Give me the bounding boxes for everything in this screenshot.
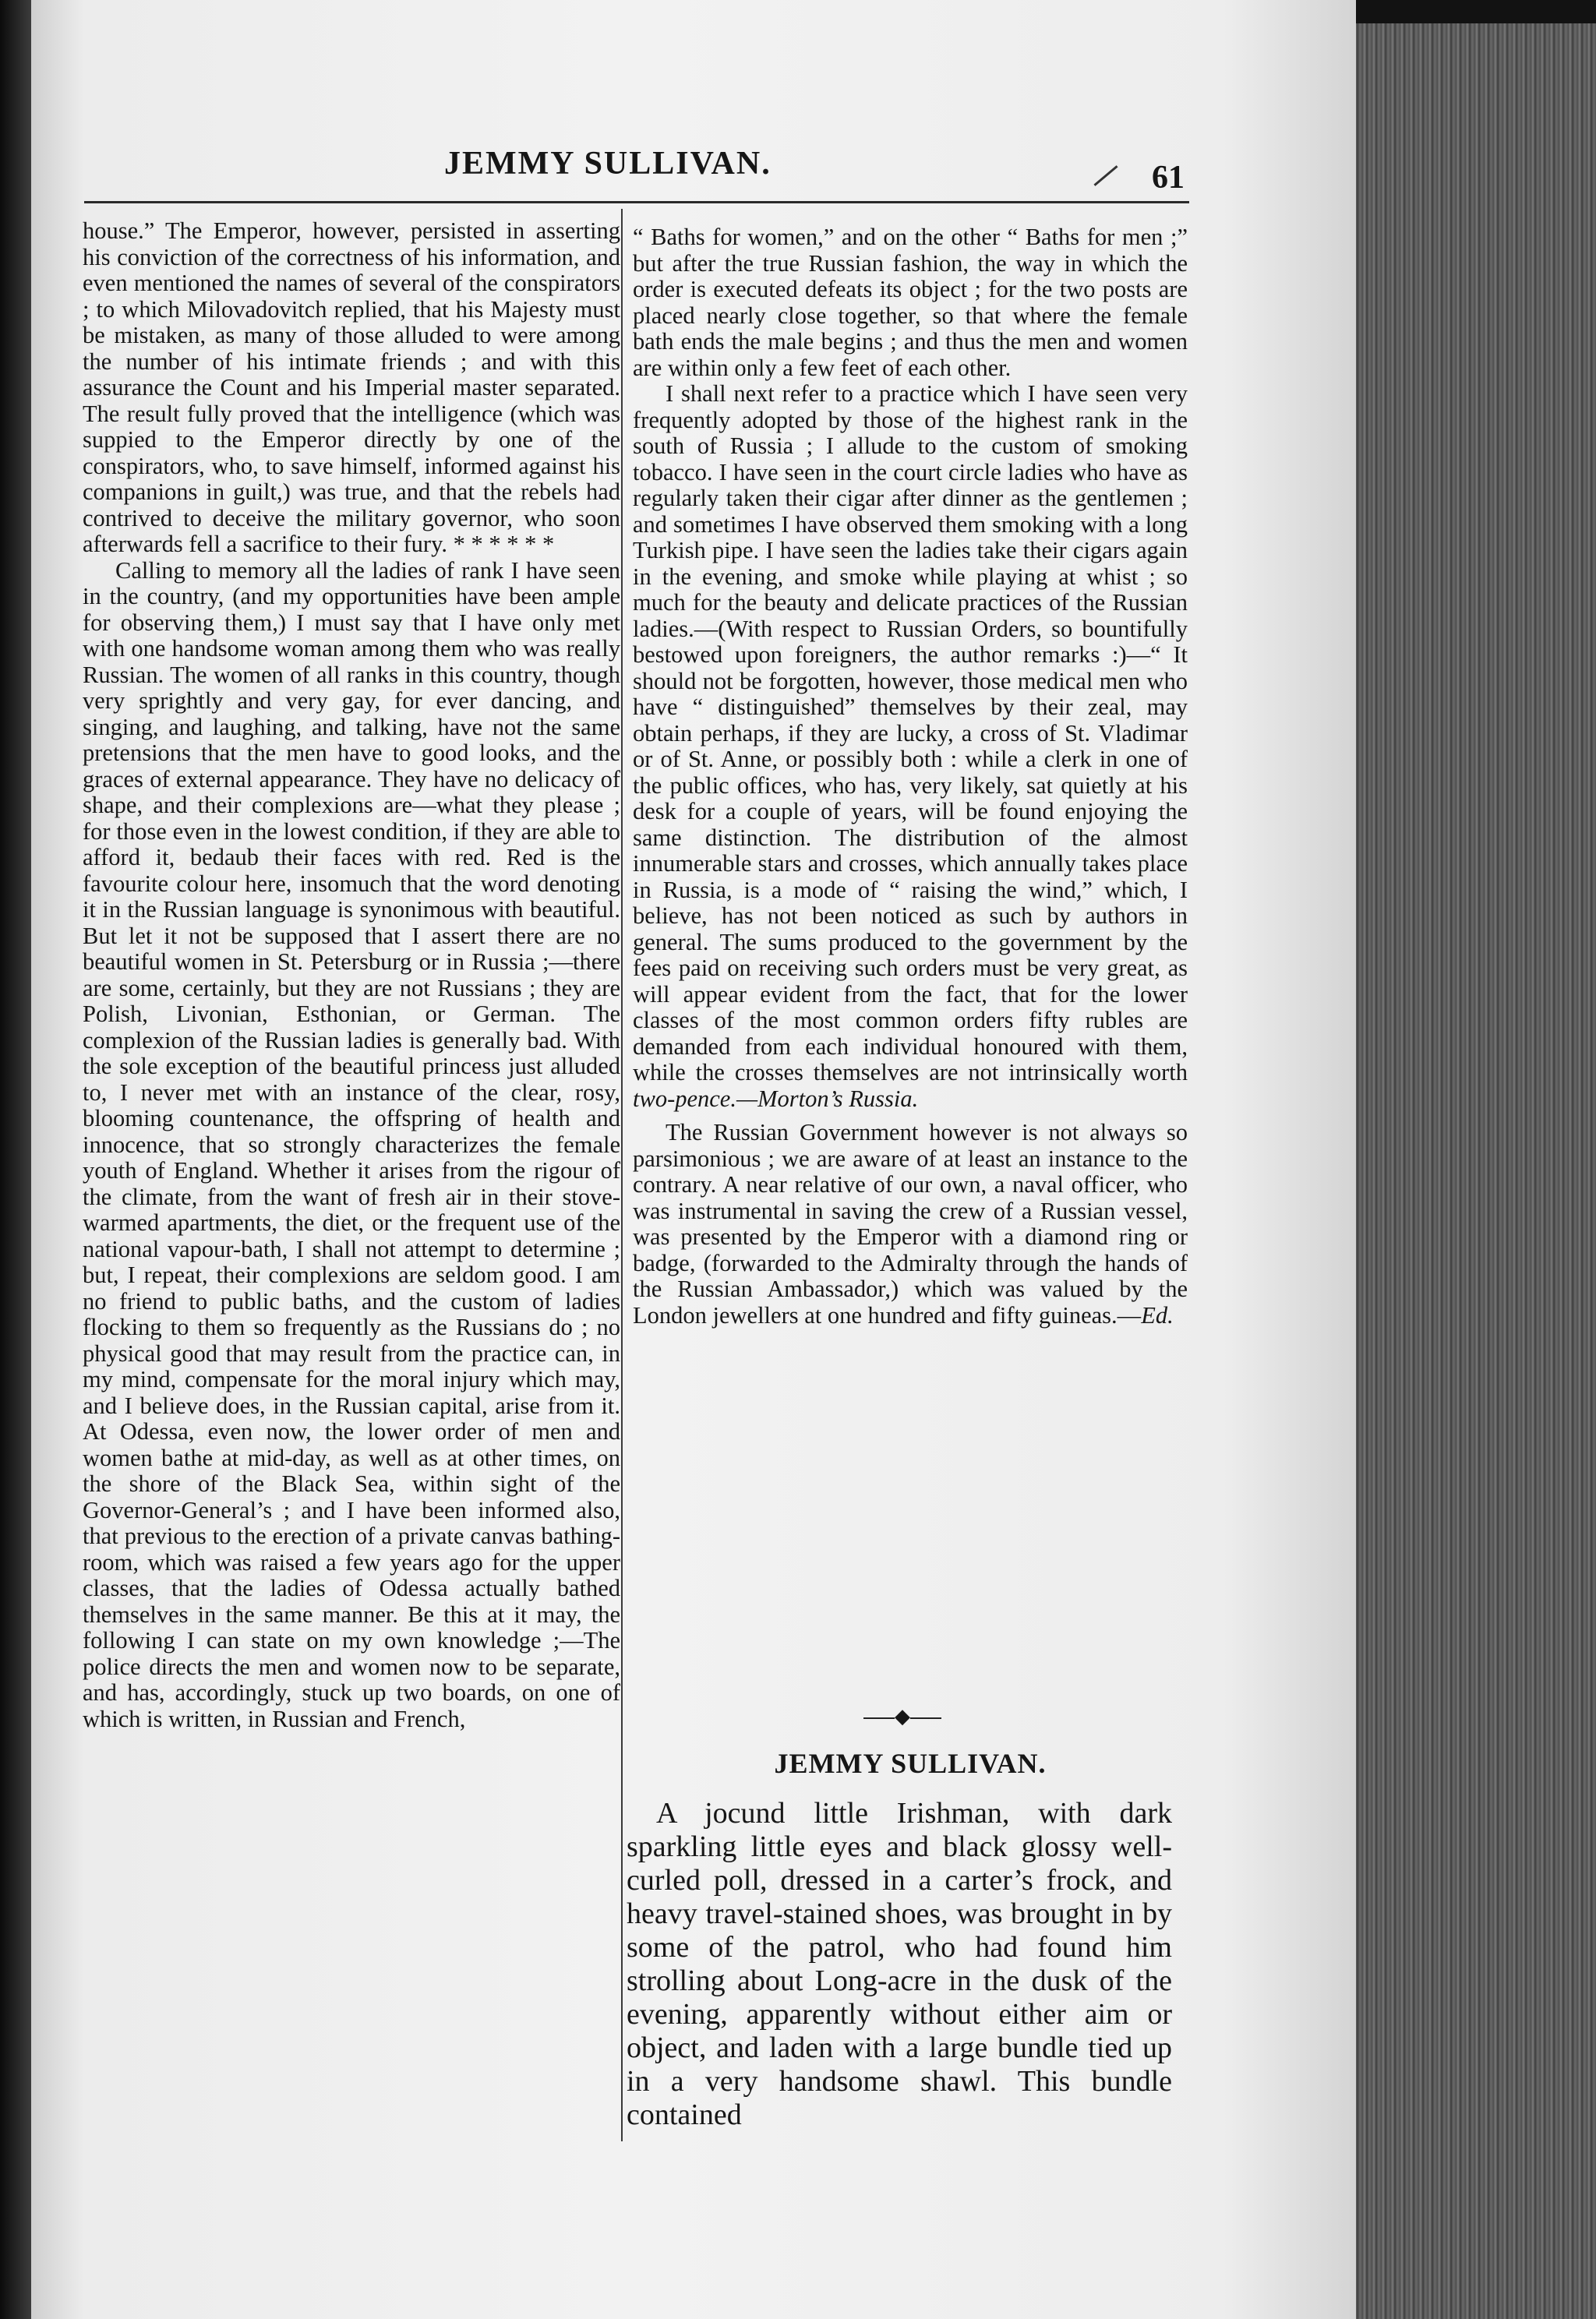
- right-paragraph-2-text: I shall next refer to a practice which I have seen very frequently adopted by those of the highest rank in the south of Russia ; I allude to the custom of smoking tobacco. I have seen in the court circle ladies who have as regularly taken their cigar after dinner as the gentlemen ; and sometimes I have observed them smoking with a long Turkish pipe. I have seen the ladies take their cigars again in the evening, and smoke while playing at whist ; so much for the beauty and delicate practices of the Russian ladies.—(With respect to Russian Orders, so bountifully bestowed upon foreigners, the author remarks :)—“ It should not be forgotten, however, those medical men who have “ distinguished” themselves by their zeal, may obtain perhaps, if they are lucky, a cross of St. Vladimar or of St. Anne, or possibly both : while a clerk in one of the public offices, who has, very likely, sat quietly at his desk for a couple of years, will be found enjoying the same distinction. The distribution of the almost innumerable stars and crosses, which annually takes place in Russia, is a mode of “ raising the wind,” which, I believe, has not been noticed as such by authors in general. The sums produced to the government by the fees paid on receiving such orders must be very great, as will appear evident from the fact, that for the lower classes of the most common orders fifty rubles are demanded from each individual honoured with them, while the crosses themselves are not intrinsically worth: [633, 380, 1188, 1085]
- right-paragraph-2: [633, 381, 1188, 1112]
- ornament-line-left: [863, 1717, 895, 1719]
- left-paragraph-2: Calling to memory all the ladies of rank I have seen in the country, (and my opportunities have been ample for observing them,) I must say that I have only met with one handsome woman among them who was really Russian. The women of all ranks in this country, though very sprightly and very gay, for ever dancing, and singing, and laughing, and talking, have not the same pretensions that the men have to good looks, and the graces of external appearance. They have no delicacy of shape, and their complexions are—what they please ; for those even in the lowest condition, if they are able to afford it, bedaub their faces with red. Red is the favourite colour here, insomuch that the word denoting it in the Russian language is synonimous with beautiful. But let it not be supposed that I assert there are no beautiful women in St. Petersburg or in Russia ;—there are some, certainly, but they are not Russians ; they are Polish, Livonian, Esthonian, or German. The complexion of the Russian ladies is generally bad. With the sole exception of the beautiful princess just alluded to, I never met with an instance of the clear, rosy, blooming countenance, the offspring of health and innocence, that so strongly characterizes the female youth of England. Whether it arises from the rigour of the climate, from the want of fresh air in their stove-warmed apartments, the diet, or the frequent use of the national vapour-bath, I shall not attempt to determine ; but, I repeat, their complexions are seldom good. I am no friend to public baths, and the custom of ladies flocking to them so frequently as the Russians do ; no physical good that may result from the practice can, in my mind, compensate for the moral injury which may, and I believe does, in the Russian capital, arise from it. At Odessa, even now, the lower order of men and women bathe at mid-day, as well as at other times, on the shore of the Black Sea, within sight of the Governor-General’s ; and I have been informed also, that previous to the erection of a private canvas bathing-room, which was raised a few years ago for the upper classes, that the ladies of Odessa actually bathed themselves in the same manner. Be this at it may, the following I can state on my own knowledge ;—The police directs the men and women now to be separate, and has, accordingly, stuck up two boards, on one of which is written, in Russian and French,: [83, 556, 620, 1732]
- book-spine-shadow: [0, 0, 31, 2319]
- header-rule: [84, 201, 1189, 203]
- right-paragraph-1: “ Baths for women,” and on the other “ Baths for men ;” but after the true Russian fashion, the way in which the order is executed defeats its object ; for the two posts are placed nearly close together, so that where the female bath ends the male begins ; and thus the men and women are within only a few feet of each other.: [633, 224, 1188, 381]
- right-column: [633, 224, 1188, 1329]
- story-opening-paragraph: A jocund little Irishman, with dark sparkling little eyes and black glossy well-curled poll, dressed in a carter’s frock, and heavy travel-stained shoes, was brought in by some of the patrol, who had found him strolling about Long-acre in the dusk of the evening, apparently without either aim or object, and laden with a large bundle tied up in a very handsome shawl. This bundle contained: [627, 1797, 1172, 2131]
- page-edge-stack: [1353, 23, 1596, 2319]
- left-column: [83, 218, 620, 1732]
- story-title: JEMMY SULLIVAN.: [774, 1748, 1047, 1779]
- source-citation: two-pence.—Morton’s Russia.: [633, 1085, 919, 1112]
- ornament-line-right: [910, 1717, 941, 1719]
- left-paragraph-1: house.” The Emperor, however, persisted in asserting his conviction of the correctness of his information, and even mentioned the names of several of the conspirators ; to which Milovadovitch replied, that his Majesty must be mistaken, as many of those alluded to were among the number of his intimate friends ; and with this assurance the Count and his Imperial master separated. The result fully proved that the intelligence (which was suppied to the Emperor directly by one of the conspirators, who, to save himself, informed against his companions in guilt,) was true, and that the rebels had contrived to deceive the military governor, who soon afterwards fell a sacrifice to their fury. * * * * * *: [83, 217, 620, 557]
- section-divider-ornament: [856, 1707, 949, 1727]
- diamond-icon: ◆: [895, 1705, 910, 1728]
- right-paragraph-3-text: The Russian Government however is not always so parsimonious ; we are aware of at least an instance to the contrary. A near relative of our own, a naval officer, who was instrumental in saving the crew of a Russian vessel, was presented by the Emperor with a diamond ring or badge, (forwarded to the Admiralty through the hands of the Russian Ambassador,) which was valued by the London jewellers at one hundred and fifty guineas.—: [633, 1119, 1188, 1329]
- right-paragraph-3: [633, 1120, 1188, 1329]
- column-divider: [621, 209, 623, 2141]
- page-number: 61: [1152, 160, 1185, 196]
- editor-signature: Ed.: [1141, 1301, 1174, 1329]
- running-title: JEMMY SULLIVAN.: [444, 146, 772, 182]
